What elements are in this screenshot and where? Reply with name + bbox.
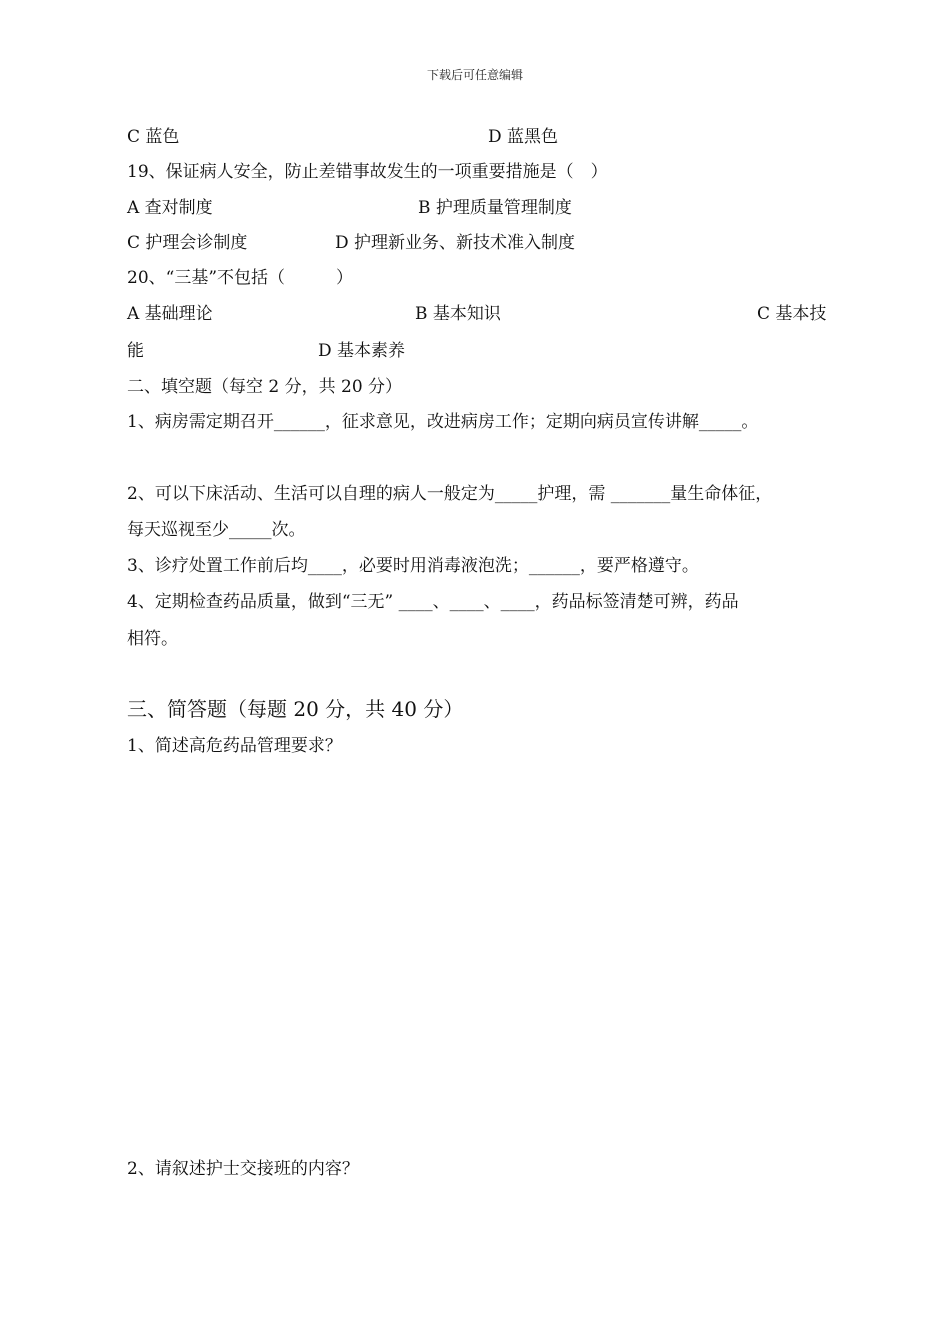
fill-item-4: 4、定期检查药品质量，做到“三无” ____、____、____，药品标签清楚可辨，药品	[127, 592, 739, 612]
fill-item-2: 2、可以下床活动、生活可以自理的病人一般定为_____护理，需 _______量生命体征，	[127, 484, 773, 504]
q20-option-b: B 基本知识	[415, 304, 501, 324]
page-header: 下载后可任意编辑	[426, 68, 523, 82]
q18-option-c: C 蓝色	[127, 127, 180, 147]
fill-item-3: 3、诊疗处置工作前后均____，必要时用消毒液泡洗；______，要严格遵守。	[127, 556, 699, 576]
q19-option-d: D 护理新业务、新技术准入制度	[335, 233, 576, 253]
q20-stem: 20、“三基”不包括（ ）	[127, 268, 354, 288]
q19-stem: 19、保证病人安全，防止差错事故发生的一项重要措施是（ ）	[127, 162, 608, 182]
short-answer-2: 2、请叙述护士交接班的内容？	[127, 1159, 359, 1179]
q20-option-a: A 基础理论	[127, 304, 213, 324]
q20-option-c-continued: 能	[127, 341, 144, 361]
fill-item-4-continued: 相符。	[127, 629, 178, 649]
fill-item-1: 1、病房需定期召开______，征求意见，改进病房工作；定期向病员宣传讲解_____。	[127, 412, 759, 432]
section2-title: 二、填空题（每空 2 分，共 20 分）	[127, 377, 403, 397]
section3-title: 三、简答题（每题 20 分，共 40 分）	[127, 697, 464, 721]
q20-option-c: C 基本技	[757, 304, 827, 324]
q19-option-a: A 查对制度	[127, 198, 213, 218]
q19-option-b: B 护理质量管理制度	[418, 198, 572, 218]
q18-option-d: D 蓝黑色	[488, 127, 559, 147]
q20-option-d: D 基本素养	[318, 341, 406, 361]
q19-option-c: C 护理会诊制度	[127, 233, 248, 253]
short-answer-1: 1、简述高危药品管理要求？	[127, 736, 342, 756]
fill-item-2-continued: 每天巡视至少_____次。	[127, 520, 306, 540]
